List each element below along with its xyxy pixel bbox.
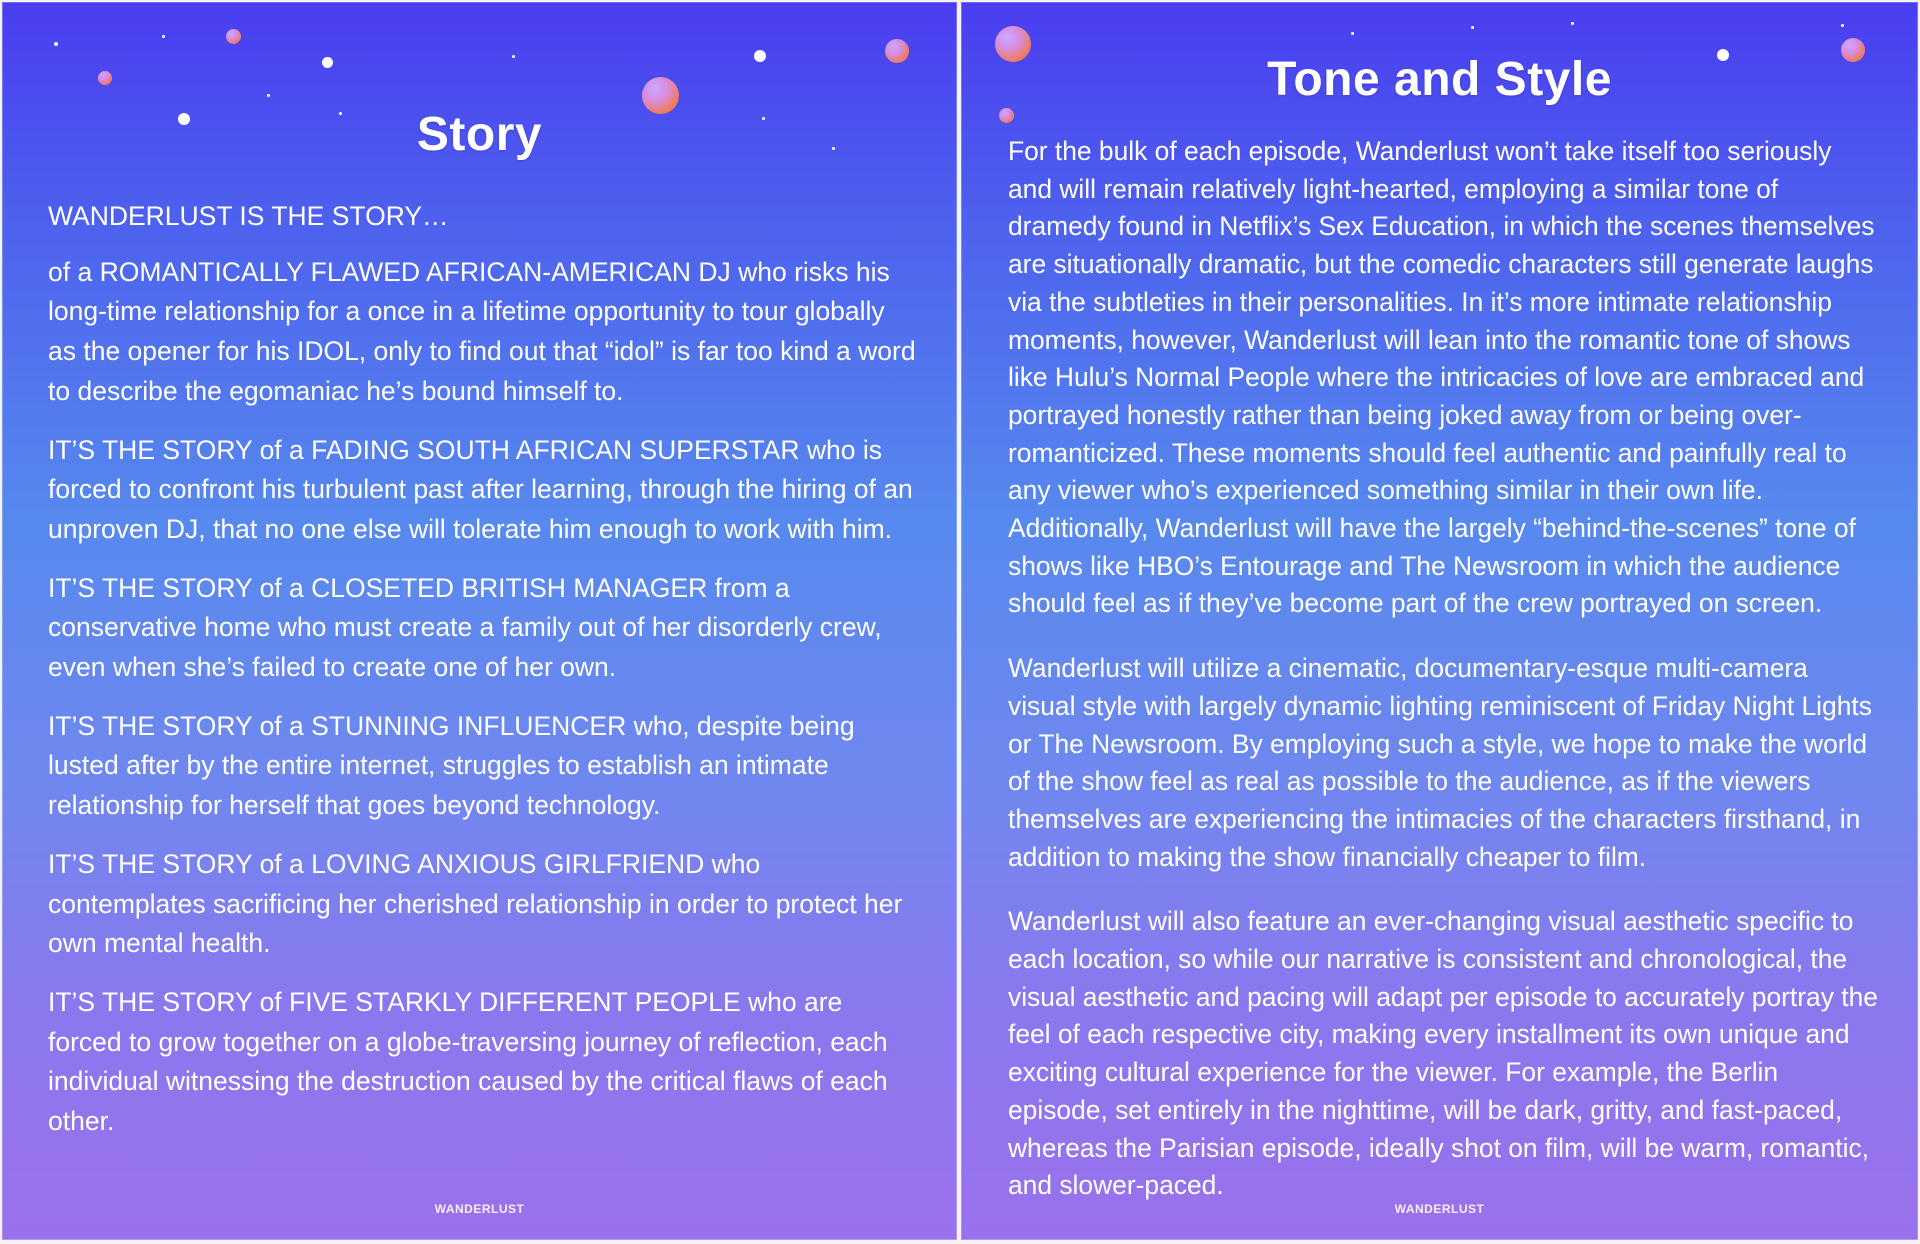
tone-paragraph: For the bulk of each episode, Wanderlust won’t take itself too seriously and will remain relatively light-hearted, employing a similar tone of dramedy found in Netflix’s Sex Education, in which the scenes themselves are situationally dramatic, but the comedic characters still generate laughs via the subtleties in their personalities. In it’s more intimate relationship moments, however, Wanderlust will lean into the romantic tone of shows like Hulu’s Normal People where the intricacies of love are embraced and portrayed honestly rather than being joked away from or being over-romanticized. These moments should feel authentic and painfully real to any viewer who’s experienced something similar in their own life. Additionally, Wanderlust will have the largely “behind-the-scenes” tone of shows like HBO’s Entourage and The Newsroom in which the audience should feel as if they’ve become part of the crew portrayed on screen. xyxy=(1008,136,1875,619)
planet-icon xyxy=(98,71,112,85)
story-paragraph: IT’S THE STORY of FIVE STARKLY DIFFERENT PEOPLE who are forced to grow together on a globe-traversing journey of reflection, each individual witnessing the destruction caused by the critical flaws of each other. xyxy=(48,986,888,1137)
star-icon xyxy=(1571,22,1574,25)
story-body xyxy=(48,197,917,1161)
star-icon xyxy=(1841,24,1844,27)
story-paragraph: of a ROMANTICALLY FLAWED AFRICAN-AMERICAN DJ who risks his long-time relationship for a once in a lifetime opportunity to tour globally as the opener for his IDOL, only to find out that “idol” is far too kind a word to describe the egomaniac he’s bound himself to. xyxy=(48,256,916,406)
star-icon xyxy=(54,42,58,46)
tone-style-page xyxy=(961,2,1918,1240)
planet-icon xyxy=(885,39,909,63)
aesthetic-paragraph: Wanderlust will also feature an ever-changing visual aesthetic specific to each location, so while our narrative is consistent and chronological, the visual aesthetic and pacing will adapt per episode to accurately portray the feel of each respective city, making every installment its own unique and exciting cultural experience for the viewer. For example, the Berlin episode, set entirely in the nighttime, will be dark, gritty, and fast-paced, whereas the Parisian episode, ideally shot on film, will be warm, romantic, and slower-paced. xyxy=(1008,906,1878,1201)
story-paragraph: IT’S THE STORY of a STUNNING INFLUENCER who, despite being lusted after by the entire internet, struggles to establish an intimate relationship for herself that goes beyond technology. xyxy=(48,710,855,821)
planet-icon xyxy=(999,108,1014,123)
star-icon xyxy=(512,55,515,58)
tone-style-body xyxy=(1008,133,1878,1232)
star-icon xyxy=(162,35,165,38)
story-paragraph: IT’S THE STORY of a LOVING ANXIOUS GIRLFRIEND who contemplates sacrificing her cherished relationship in order to protect her own mental health. xyxy=(48,848,903,959)
story-paragraph: IT’S THE STORY of a CLOSETED BRITISH MANAGER from a conservative home who must create a family out of her disorderly crew, even when she’s failed to create one of her own. xyxy=(48,572,882,683)
star-icon xyxy=(267,94,270,97)
story-page xyxy=(2,2,957,1240)
star-icon xyxy=(1351,32,1354,35)
wanderlust-logo: WANDERLUST xyxy=(1394,1202,1485,1216)
wanderlust-logo: WANDERLUST xyxy=(434,1202,525,1216)
story-paragraph: IT’S THE STORY of a FADING SOUTH AFRICAN SUPERSTAR who is forced to confront his turbulent past after learning, through the hiring of an unproven DJ, that no one else will tolerate him enough to work with him. xyxy=(48,434,913,544)
star-icon xyxy=(1471,26,1474,29)
page-title: Tone and Style xyxy=(1267,53,1612,106)
star-icon xyxy=(754,50,766,62)
story-intro: WANDERLUST IS THE STORY… xyxy=(48,201,449,231)
style-paragraph: Wanderlust will utilize a cinematic, documentary-esque multi-camera visual style with largely dynamic lighting reminiscent of Friday Night Lights or The Newsroom. By employing such a style, we hope to make the world of the show feel as real as possible to the audience, as if the viewers themselves are experiencing the intimacies of the characters firsthand, in addition to making the show financially cheaper to film. xyxy=(1008,653,1872,872)
star-icon xyxy=(322,57,333,68)
planet-icon xyxy=(226,29,241,44)
page-title: Story xyxy=(416,108,543,161)
